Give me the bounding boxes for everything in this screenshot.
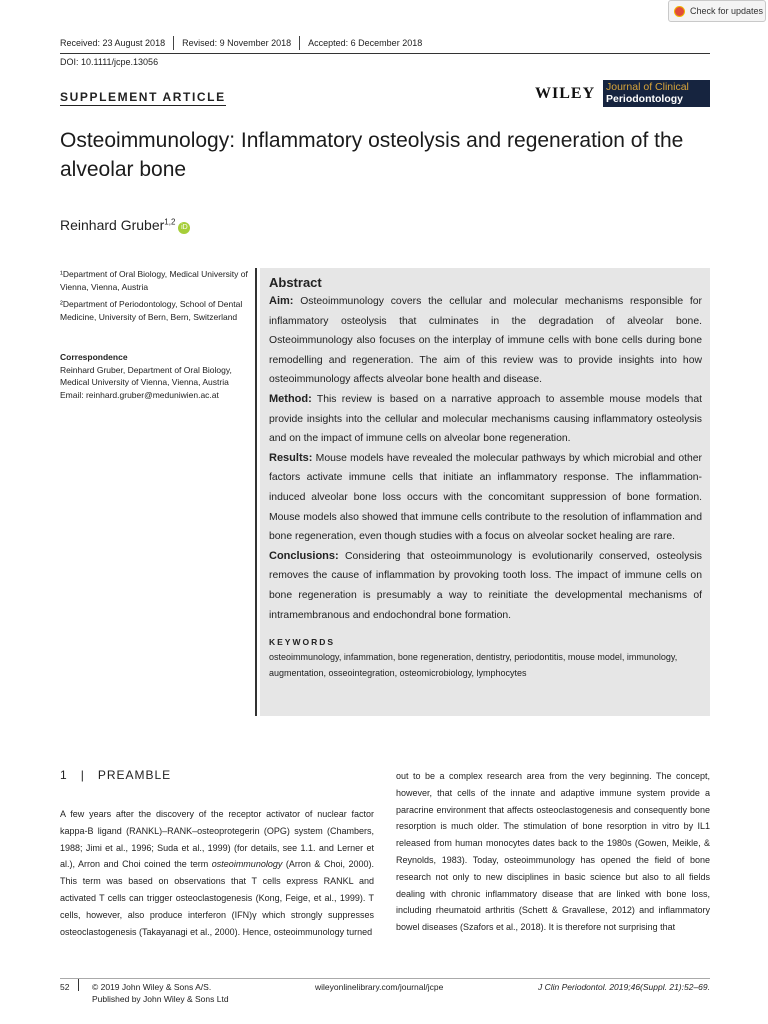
aim-label: Aim: bbox=[269, 295, 294, 307]
author-name[interactable]: Reinhard Gruber bbox=[60, 217, 165, 233]
published-by: Published by John Wiley & Sons Ltd bbox=[92, 993, 229, 1004]
method-label: Method: bbox=[269, 392, 312, 405]
update-icon bbox=[674, 6, 685, 17]
journal-logo-line1: Journal of Clinical bbox=[606, 81, 689, 93]
results-text: Mouse models have revealed the molecular pathways by which microbial and other factors activate immune cells that initiate an inflammatory response. The inflammation‐induced alveolar bone loss occurs with the concomitant suppression of bone formation. Mouse models also showed that immune cells contribute to the resolution of inflammation and bone regeneration, even though studies with a focus on alveolar socket healing are rare. bbox=[269, 452, 703, 543]
citation-text: J Clin Periodontol. 2019;46(Suppl. 21):52–69. bbox=[537, 982, 710, 992]
conclusions-label: Conclusions: bbox=[269, 549, 339, 562]
correspondence bbox=[60, 351, 255, 401]
section-divider: | bbox=[72, 768, 94, 782]
journal-logo-line2: Periodontology bbox=[606, 93, 683, 105]
check-for-updates-label: Check for updates bbox=[690, 6, 764, 16]
orcid-icon[interactable]: iD bbox=[178, 222, 190, 234]
author bbox=[60, 217, 190, 234]
body-column-left bbox=[60, 806, 374, 940]
journal-logo bbox=[603, 80, 710, 107]
article-history bbox=[60, 36, 710, 50]
journal-citation bbox=[530, 982, 710, 992]
keywords-list: osteoimmunology, infammation, bone regeneration, dentistry, periodontitis, mouse model, immunology, augmentation, osseointegration, osteomicrobiology, lymphocytes bbox=[269, 652, 678, 679]
section-title: PREAMBLE bbox=[97, 768, 172, 782]
check-for-updates-button[interactable] bbox=[668, 0, 766, 22]
correspondence-heading: Correspondence bbox=[60, 352, 128, 362]
page-number: 52 bbox=[60, 982, 70, 992]
body-left-term: osteoimmunology bbox=[211, 859, 283, 870]
abstract-box bbox=[260, 268, 710, 716]
body-column-right: out to be a complex research area from the very beginning. The concept, however, that cells of the innate and adaptive immune system provide a paracrine environment that affects osteoclastogenesis and consequently bone resorption is much older. The stimulation of bone resorption in vitro by IL1 released from human monocytes dates back to the 1980s (Gowen, Meikle, & Reynolds, 1983). Today, osteoimmunology has opened the field of bone research not only to new disciplines in basic science but also to all fields dealing with chronic inflammatory disease that are linked with bone loss, including rheumatoid arthritis (Schett & Gravallese, 2012) and inflammatory bowel diseases (Szafors et al., 2018). It is therefore not surprising that bbox=[396, 771, 710, 933]
received-date: Received: 23 August 2018 bbox=[60, 36, 174, 50]
footer-rule bbox=[60, 978, 710, 979]
correspondence-email[interactable]: Email: reinhard.gruber@meduniwien.ac.at bbox=[60, 389, 219, 400]
copyright-line: © 2019 John Wiley & Sons A/S. bbox=[92, 982, 212, 992]
body-left-text-2: (Arron & Choi, 2000). This term was based on observations that T cells express RANKL and activated T cells can trigger osteoclastogenesis (Kong, Feige, et al., 1999). T cells, however, also produce interferon (IFN)γ which strongly suppresses osteoclastogenesis (Takayanagi et al., 2000). Hence, osteoimmunology turned bbox=[60, 859, 375, 937]
author-affiliation-refs: 1,2 bbox=[164, 217, 176, 227]
accepted-date: Accepted: 6 December 2018 bbox=[308, 38, 423, 48]
copyright bbox=[92, 982, 229, 1005]
abstract-aim bbox=[269, 292, 702, 390]
revised-date: Revised: 9 November 2018 bbox=[174, 36, 300, 50]
section-heading bbox=[60, 768, 171, 782]
correspondence-address: Reinhard Gruber, Department of Oral Biology, Medical University of Vienna, Vienna, Austria bbox=[60, 364, 232, 387]
affiliation-2: ²Department of Periodontology, School of Dental Medicine, University of Bern, Bern, Switzerland bbox=[60, 299, 243, 322]
abstract-heading: Abstract bbox=[269, 275, 322, 290]
header-rule bbox=[60, 53, 710, 54]
body-left-text-1: A few years after the discovery of the receptor activator of nuclear factor kappa‐B ligand (RANKL)–RANK–osteoprotegerin (OPG) system (Chambers, 1988; Jimi et al., 1996; Suda et al., 1999) (for details, see 1.1. and Lerner et al.), Arron and Choi coined the term bbox=[60, 809, 374, 870]
doi[interactable]: DOI: 10.1111/jcpe.13056 bbox=[60, 57, 159, 67]
keywords-heading: KEYWORDS bbox=[269, 637, 336, 648]
article-title: Osteoimmunology: Inflammatory osteolysis and regeneration of the alveolar bone bbox=[60, 129, 684, 181]
journal-url[interactable]: wileyonlinelibrary.com/journal/jcpe bbox=[315, 982, 444, 992]
abstract-method bbox=[269, 390, 702, 449]
affiliation-1: ¹Department of Oral Biology, Medical University of Vienna, Vienna, Austria bbox=[60, 269, 248, 292]
publisher-logo: WILEY bbox=[535, 85, 596, 102]
results-label: Results: bbox=[269, 451, 313, 464]
article-type: SUPPLEMENT ARTICLE bbox=[60, 90, 226, 104]
method-text: This review is based on a narrative approach to assemble mouse models that provide insights into the cellular and molecular mechanisms causing inflammatory osteolysis and on the impact of immune cells on alveolar bone regeneration. bbox=[269, 393, 703, 445]
abstract-results bbox=[269, 449, 702, 547]
abstract-conclusions bbox=[269, 547, 702, 625]
footer-separator bbox=[78, 979, 79, 991]
abstract-rule bbox=[255, 268, 257, 716]
conclusions-text: Considering that osteoimmunology is evolutionarily conserved, osteolysis removes the cause of inflammation by provoking tooth loss. The impact of immune cells on bone regeneration is presumably a way to reinitiate the developmental mechanisms of intramembranous and endochondral bone formation. bbox=[269, 550, 702, 621]
section-number: 1 bbox=[60, 768, 68, 782]
aim-text: Osteoimmunology covers the cellular and molecular mechanisms responsible for inflammatory osteolysis that culminates in the degradation of alveolar bone. Osteoimmunology also focuses on the interplay of immune cells with bone cells during bone remodelling and regeneration. The aim of this review was to provide insights into how osteoimmunology affects alveolar bone health and disease. bbox=[269, 296, 702, 386]
